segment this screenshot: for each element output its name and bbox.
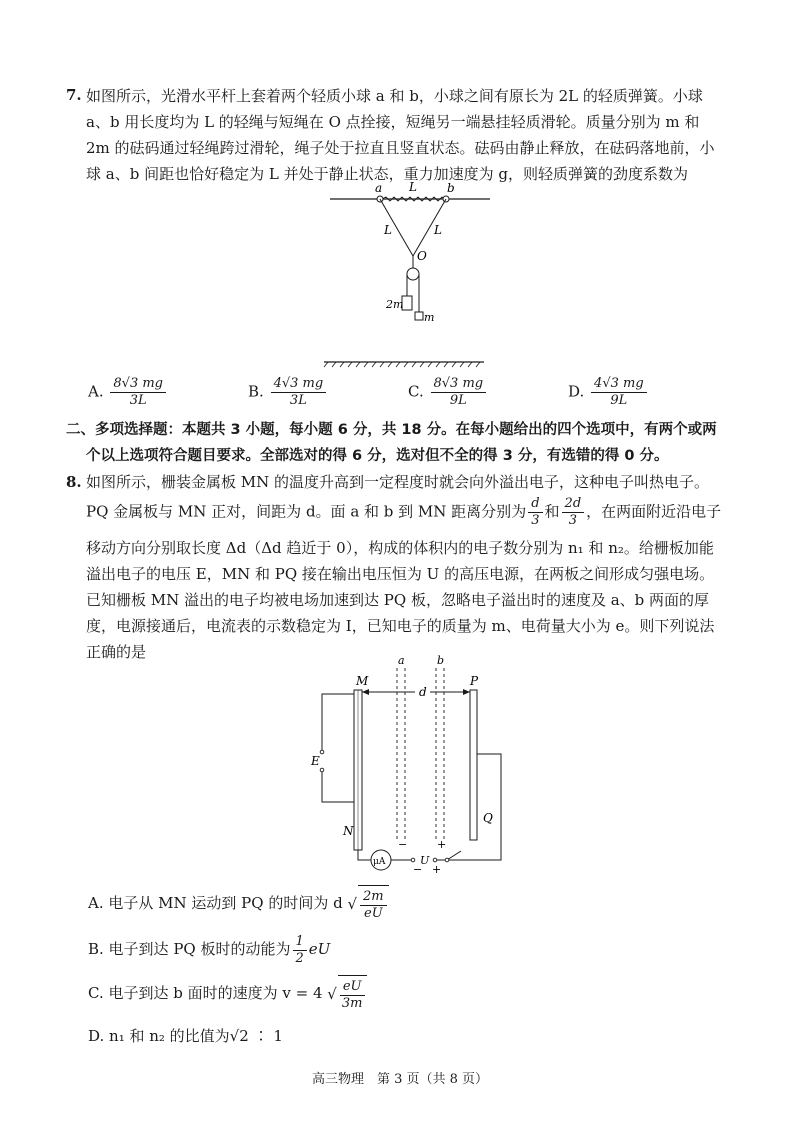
q7-label-L-top: L — [409, 180, 417, 194]
q8-option-c-sqrt-den: 3m — [341, 996, 363, 1011]
q8-frac2-den: 3 — [568, 513, 577, 528]
q8-label-P: P — [470, 674, 479, 688]
q8-label-E: E — [311, 754, 320, 768]
q8-option-a[interactable]: A. 电子从 MN 运动到 PQ 的时间为 d √ $\frac{2m}{eU}$ — [88, 884, 389, 924]
q7-option-a-num: 8√3 mg — [110, 376, 166, 393]
q8-option-b-text: B. 电子到达 PQ 板时的动能为 — [88, 940, 291, 958]
q8-label-U: U — [420, 854, 430, 867]
q8-option-b-num: 1 — [293, 934, 307, 951]
q8-label-b: b — [437, 654, 445, 667]
q7-option-a[interactable] — [88, 376, 168, 409]
q7-label-a: a — [375, 181, 383, 195]
q8-option-b[interactable] — [88, 930, 330, 968]
page-footer: 高三物理 第 3 页（共 8 页） — [311, 1072, 489, 1087]
section2-line-1: 二、多项选择题：本题共 3 小题，每小题 6 分，共 18 分。在每小题给出的四个选项中，有两个或两 — [66, 422, 717, 438]
q7-option-a-den: 3L — [129, 393, 147, 408]
q7-line-3: 2m 的砝码通过轻绳跨过滑轮，绳子处于拉直且竖直状态。砝码由静止释放，在砝码落地前，小 — [86, 139, 715, 157]
q8-option-c-text: C. 电子到达 b 面时的速度为 v = 4 — [88, 984, 323, 1002]
q8-option-a-text: A. 电子从 MN 运动到 PQ 的时间为 d — [88, 894, 343, 912]
q7-line-1: 如图所示，光滑水平杆上套着两个轻质小球 a 和 b，小球之间有原长为 2L 的轻质弹簧。小球 — [86, 87, 703, 105]
q7-line-4: 球 a、b 间距也恰好稳定为 L 并处于静止状态，重力加速度为 g，则轻质弹簧的劲度系数为 — [86, 165, 688, 183]
q7-label-2m: 2m — [386, 298, 404, 311]
q8-label-minus-a: − — [398, 838, 408, 851]
q7-label-L-left: L — [384, 223, 392, 237]
q8-line-2-a: PQ 金属板与 MN 正对，间距为 d。面 a 和 b 到 MN 距离分别为 — [86, 502, 527, 521]
q7-option-c-letter: C. — [408, 382, 424, 401]
q8-line-5: 已知栅板 MN 溢出的电子均被电场加速到达 PQ 板，忽略电子溢出时的速度及 a、b 两面的厚 — [86, 591, 710, 609]
q8-option-c[interactable]: C. 电子到达 b 面时的速度为 v = 4 √ $\frac{eU}{3m}$ — [88, 974, 367, 1014]
q8-option-b-den: 2 — [295, 950, 304, 966]
q7-option-d-den: 9L — [610, 393, 628, 408]
q8-option-a-sqrt-den: eU — [364, 906, 383, 921]
q7-option-d[interactable] — [568, 376, 649, 409]
q7-option-d-letter: D. — [568, 382, 585, 401]
q7-option-c[interactable] — [408, 376, 488, 409]
q8-option-d-text: D. n₁ 和 n₂ 的比值为√2 ∶ 1 — [88, 1027, 283, 1045]
q8-frac1-num: d — [528, 496, 542, 513]
q7-option-b[interactable] — [248, 376, 328, 409]
q8-option-c-sqrt-num: eU — [340, 979, 365, 996]
q8-label-Q: Q — [483, 811, 493, 825]
q7-option-b-letter: B. — [248, 382, 264, 401]
q8-label-a: a — [398, 654, 405, 667]
q7-option-b-den: 3L — [289, 393, 307, 408]
q7-option-a-letter: A. — [88, 382, 104, 401]
q7-label-b: b — [447, 181, 455, 195]
q7-figure — [320, 178, 500, 370]
q8-line-2-and: 和 — [544, 502, 560, 521]
q8-number: 8. — [66, 473, 82, 491]
q8-label-minus-U: − — [413, 863, 423, 874]
q8-line-2-b: ，在两面附近沿电子 — [586, 502, 722, 521]
q8-meter-label: μA — [373, 857, 386, 867]
q7-option-c-den: 9L — [449, 393, 467, 408]
q8-label-plus-b: + — [437, 838, 447, 851]
q8-label-M: M — [356, 674, 369, 688]
q8-label-plus-U: + — [432, 863, 442, 874]
q7-label-O: O — [417, 249, 427, 263]
q7-line-2: a、b 用长度均为 L 的轻绳与短绳在 O 点拴接，短绳另一端悬挂轻质滑轮。质量分别为 m 和 — [86, 113, 700, 131]
q8-line-4: 溢出电子的电压 E，MN 和 PQ 接在输出电压恒为 U 的高压电源，在两板之间形成匀强电场。 — [86, 565, 715, 583]
q7-number: 7. — [66, 86, 82, 104]
q7-option-c-num: 8√3 mg — [431, 376, 487, 393]
q8-line-6: 度，电源接通后，电流表的示数稳定为 I，已知电子的质量为 m、电荷量大小为 e。则下列说法 — [86, 617, 715, 635]
q8-label-d: d — [419, 685, 427, 699]
q8-line-7: 正确的是 — [86, 643, 147, 661]
q8-frac2-num: 2d — [562, 496, 585, 513]
q7-option-b-num: 4√3 mg — [271, 376, 327, 393]
q8-label-N: N — [343, 824, 354, 838]
q7-option-d-num: 4√3 mg — [591, 376, 647, 393]
q8-option-d[interactable] — [88, 1024, 283, 1048]
section2-line-2: 个以上选项符合题目要求。全部选对的得 6 分，选对但不全的得 3 分，有选错的得 0 分。 — [86, 448, 669, 464]
q8-option-a-sqrt-num: 2m — [360, 889, 387, 906]
q8-line-3: 移动方向分别取长度 Δd（Δd 趋近于 0），构成的体积内的电子数分别为 n₁ 和 n₂。给栅板加能 — [86, 539, 714, 557]
q8-figure — [305, 654, 525, 874]
q8-option-b-tail: eU — [308, 940, 331, 958]
q7-label-L-right: L — [434, 223, 442, 237]
q8-line-1: 如图所示，栅装金属板 MN 的温度升高到一定程度时就会向外溢出电子，这种电子叫热电子。 — [86, 473, 710, 491]
q7-label-m: m — [424, 311, 435, 324]
q8-frac1-den: 3 — [531, 513, 540, 528]
q8-line-2 — [86, 496, 746, 529]
